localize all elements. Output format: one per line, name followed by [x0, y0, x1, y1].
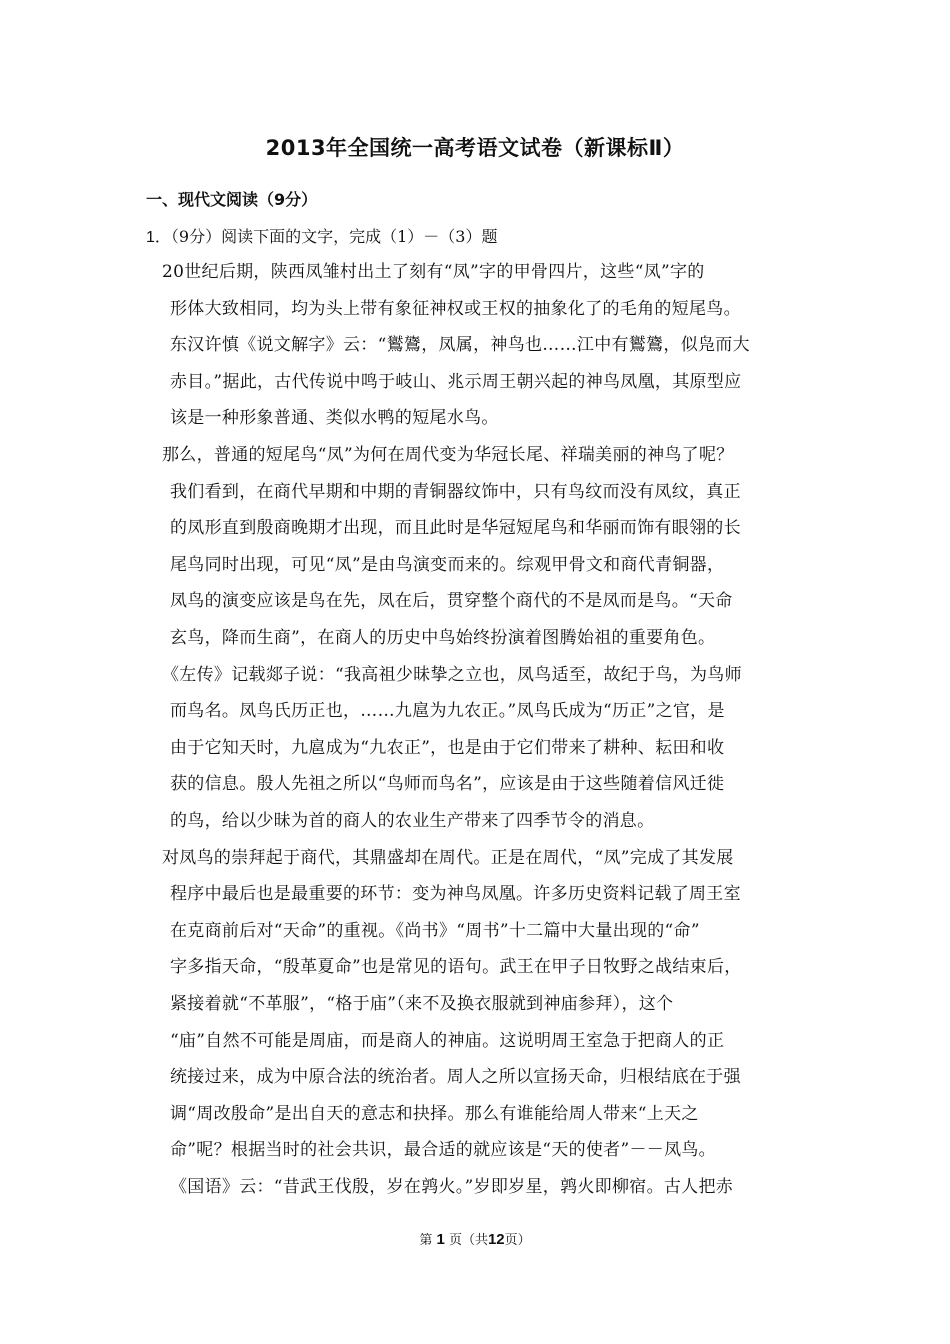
passage-line: 调“周改殷命”是出自天的意志和抉择。那么有谁能给周人带来“上天之	[170, 1103, 699, 1124]
passage-line: 东汉许慎《说文解字》云：“鸑鷟，凤属，神鸟也……江中有鸑鷟，似凫而大	[170, 335, 750, 356]
passage-line: 该是一种形象普通、类似水鸭的短尾水鸟。	[170, 408, 499, 429]
question-text: （9分）阅读下面的文字，完成（1）－（3）题	[170, 227, 498, 246]
footer-page-number: 1	[436, 1231, 445, 1248]
question-number: 1．	[146, 229, 171, 246]
question-prompt	[146, 224, 497, 247]
passage-line: 对凤鸟的崇拜起于商代，其鼎盛却在周代。正是在周代，“凤”完成了其发展	[162, 847, 734, 868]
passage-line: 形体大致相同，均为头上带有象征神权或王权的抽象化了的毛角的短尾鸟。	[170, 298, 741, 319]
passage-line: 紧接着就“不革服”，“格于庙”（来不及换衣服就到神庙参拜），这个	[170, 994, 674, 1014]
passage-line: 我们看到，在商代早期和中期的青铜器纹饰中，只有鸟纹而没有凤纹，真正	[170, 481, 741, 502]
passage-line: 字多指天命，“殷革夏命”也是常见的语句。武王在甲子日牧野之战结束后，	[170, 957, 742, 978]
passage-line: 20世纪后期，陕西凤雏村出土了刻有“凤”字的甲骨四片，这些“凤”字的	[162, 262, 705, 282]
passage-line: 的鸟，给以少昧为首的商人的农业生产带来了四季节令的消息。	[170, 811, 655, 831]
passage-line: 获的信息。殷人先祖之所以“鸟师而鸟名”，应该是由于这些随着信风迁徙	[170, 774, 725, 795]
passage-line: 那么，普通的短尾鸟“凤”为何在周代变为华冠长尾、祥瑞美丽的神鸟了呢？	[162, 445, 734, 465]
passage-line: 玄鸟，降而生商”，在商人的历史中鸟始终扮演着图腾始祖的重要角色。	[170, 628, 716, 648]
footer-middle: 页（共	[448, 1233, 488, 1248]
section-heading: 一、现代文阅读（9分）	[146, 190, 318, 209]
passage-line: 而鸟名。凤鸟氏历正也，……九扈为九农正。”凤鸟氏成为“历正”之官，是	[170, 701, 725, 722]
passage-line: 尾鸟同时出现，可见“凤”是由鸟演变而来的。综观甲骨文和商代青铜器，	[170, 554, 725, 575]
passage-line: 命”呢？根据当时的社会共识，最合适的就应该是“天的使者”－－凤鸟。	[170, 1140, 716, 1161]
passage-line: 的凤形直到殷商晚期才出现，而且此时是华冠短尾鸟和华丽而饰有眼翎的长	[170, 518, 741, 539]
passage-line: 统接过来，成为中原合法的统治者。周人之所以宣扬天命，归根结底在于强	[170, 1067, 741, 1088]
passage-line: 程序中最后也是最重要的环节：变为神鸟凤凰。许多历史资料记载了周王室	[170, 884, 741, 905]
passage-line: 凤鸟的演变应该是鸟在先，凤在后，贯穿整个商代的不是凤而是鸟。“天命	[170, 591, 733, 612]
passage-line: 赤目。”据此，古代传说中鸣于岐山、兆示周王朝兴起的神鸟凤凰，其原型应	[170, 371, 742, 392]
page-footer	[0, 1229, 950, 1248]
passage-line: 《国语》云：“昔武王伐殷，岁在鹑火。”岁即岁星，鹑火即柳宿。古人把赤	[170, 1177, 734, 1197]
footer-prefix: 第	[419, 1233, 433, 1248]
passage-line: “庙”自然不可能是周庙，而是商人的神庙。这说明周王室急于把商人的正	[170, 1030, 725, 1051]
footer-suffix: 页）	[504, 1233, 531, 1248]
footer-total-pages: 12	[487, 1231, 505, 1248]
page-title: 2013年全国统一高考语文试卷（新课标Ⅱ）	[265, 136, 685, 160]
passage-line: 在克商前后对“天命”的重视。《尚书》“周书”十二篇中大量出现的“命”	[170, 920, 700, 941]
passage-line: 《左传》记载郯子说：“我高祖少昧挚之立也，凤鸟适至，故纪于鸟，为鸟师	[162, 664, 742, 685]
passage-line: 由于它知天时，九扈成为“九农正”，也是由于它们带来了耕种、耘田和收	[170, 737, 725, 758]
